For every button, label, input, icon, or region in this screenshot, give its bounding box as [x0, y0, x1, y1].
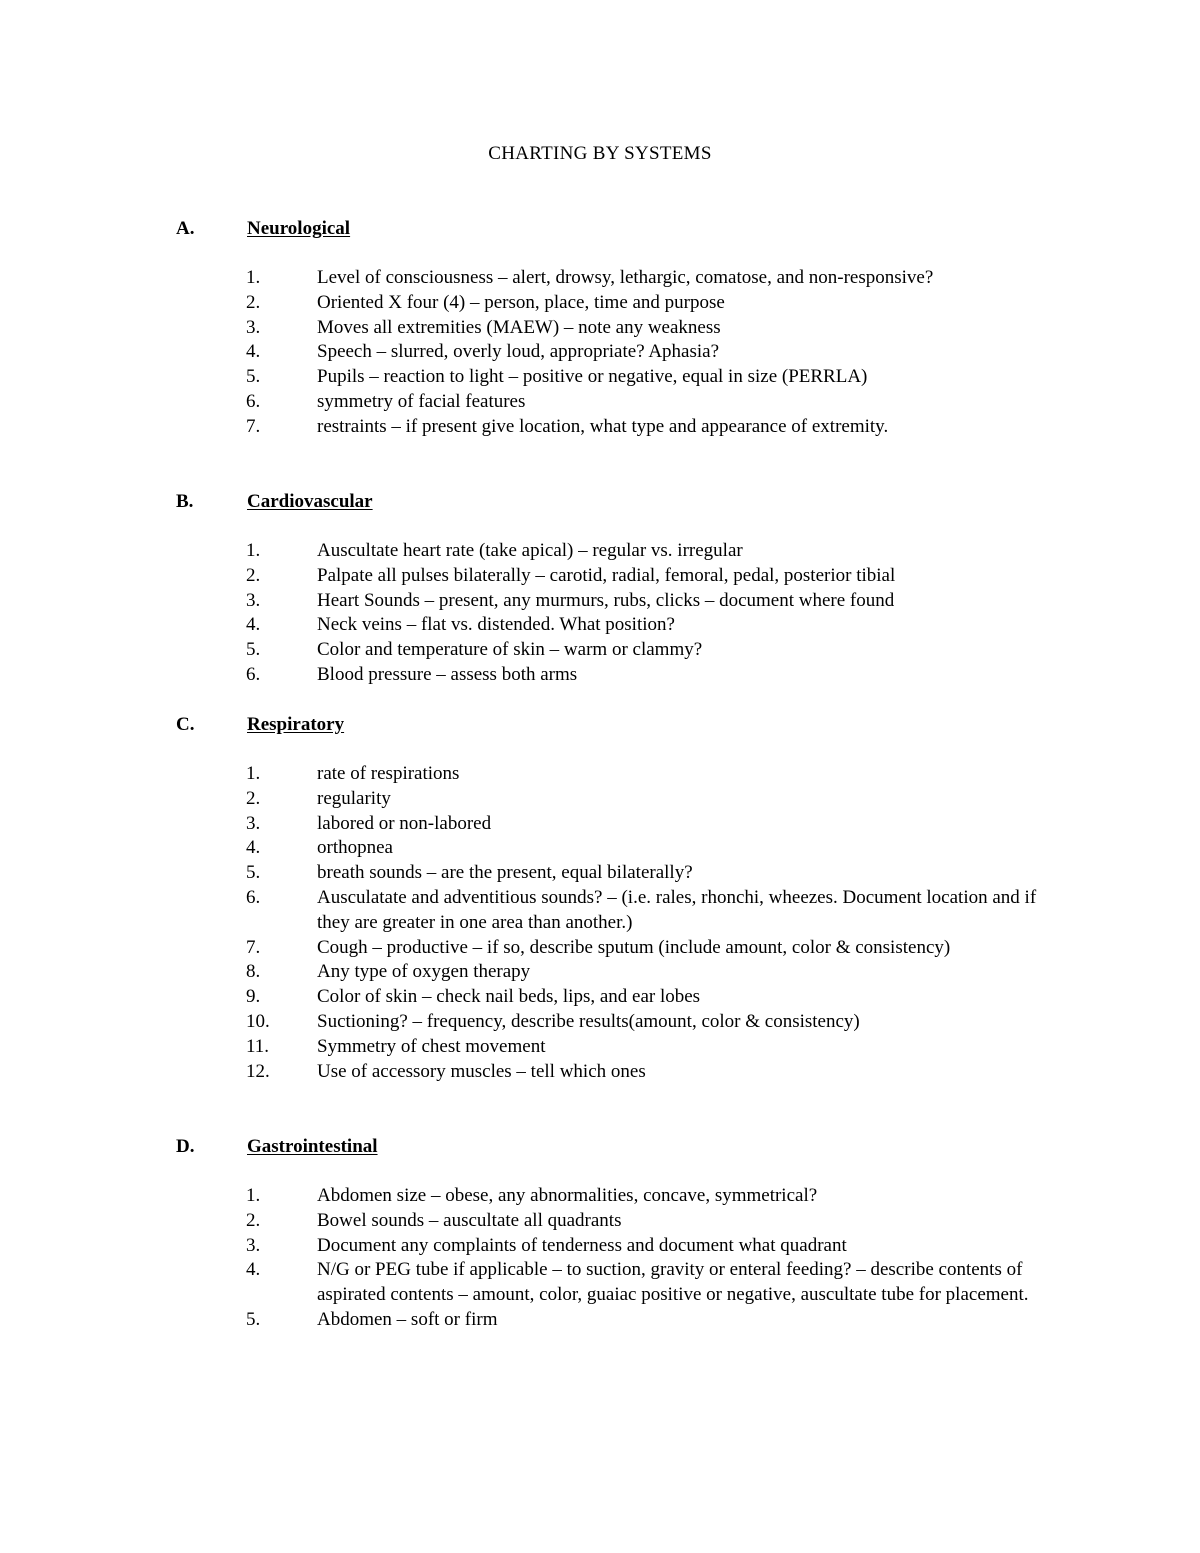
- list-item: [0, 390, 1200, 415]
- list-item: [0, 1234, 1200, 1259]
- list-item: [0, 812, 1200, 837]
- list-item: [0, 415, 1200, 440]
- list-item: [0, 787, 1200, 812]
- section-letter: A.: [176, 218, 195, 239]
- section-letter: B.: [176, 491, 194, 512]
- section-title: Respiratory: [247, 714, 345, 735]
- item-number: 4.: [246, 837, 261, 859]
- list-item: [0, 762, 1200, 787]
- list-item: [0, 1060, 1200, 1085]
- item-text: Abdomen size – obese, any abnormalities, concave, symmetrical?: [317, 1185, 818, 1206]
- list-item: [0, 266, 1200, 291]
- item-number: 3.: [246, 316, 261, 338]
- item-text: regularity: [317, 787, 391, 809]
- list-item: [0, 564, 1200, 589]
- item-text: Color and temperature of skin – warm or clammy?: [317, 639, 703, 661]
- list-item: [0, 1184, 1200, 1209]
- item-text: Neck veins – flat vs. distended. What position?: [317, 614, 675, 636]
- item-number: 2.: [246, 564, 261, 586]
- item-text: Suctioning? – frequency, describe results(amount, color & consistency): [317, 1010, 860, 1032]
- item-number: 1.: [246, 540, 261, 561]
- section-heading: [0, 490, 1200, 514]
- item-number: 10.: [246, 1010, 270, 1032]
- list-item: [0, 1010, 1200, 1035]
- item-number: 1.: [246, 267, 261, 288]
- item-number: 7.: [246, 936, 261, 958]
- list-item: [0, 539, 1200, 564]
- item-text: Palpate all pulses bilaterally – carotid, radial, femoral, pedal, posterior tibial: [317, 564, 896, 586]
- list-item: [0, 340, 1200, 365]
- item-text: N/G or PEG tube if applicable – to suction, gravity or enteral feeding? – describe contents of aspirated contents – amount, color, guaiac positive or negative, auscultate tube for placement.: [317, 1259, 1029, 1306]
- item-number: 3.: [246, 1234, 261, 1256]
- item-number: 6.: [246, 886, 261, 908]
- list-item: [0, 613, 1200, 638]
- item-text: Level of consciousness – alert, drowsy, lethargic, comatose, and non-responsive?: [317, 267, 934, 288]
- list-item: [0, 886, 1200, 936]
- list-item: [0, 985, 1200, 1010]
- item-number: 8.: [246, 961, 261, 983]
- item-text: breath sounds – are the present, equal bilaterally?: [317, 862, 693, 884]
- item-number: 9.: [246, 986, 261, 1008]
- list-item: [0, 1035, 1200, 1060]
- item-number: 11.: [246, 1035, 270, 1057]
- section-letter: D.: [176, 1136, 195, 1157]
- list-item: [0, 316, 1200, 341]
- item-text: restraints – if present give location, what type and appearance of extremity.: [317, 415, 889, 437]
- item-list: [0, 762, 1200, 1084]
- section-heading: [0, 713, 1200, 737]
- list-item: [0, 836, 1200, 861]
- item-text: Abdomen – soft or firm: [317, 1308, 498, 1330]
- list-item: [0, 663, 1200, 688]
- item-text: symmetry of facial features: [317, 390, 526, 412]
- section-letter: C.: [176, 714, 195, 735]
- section-heading: [0, 1135, 1200, 1159]
- section-title: Gastrointestinal: [247, 1136, 378, 1157]
- section-title: Cardiovascular: [247, 491, 373, 512]
- item-number: 3.: [246, 812, 261, 834]
- section-respiratory: [0, 713, 1200, 1084]
- section-neurological: [0, 217, 1200, 440]
- list-item: [0, 1258, 1200, 1308]
- item-number: 2.: [246, 787, 261, 809]
- item-text: Any type of oxygen therapy: [317, 961, 531, 983]
- item-text: rate of respirations: [317, 763, 460, 784]
- section-heading: [0, 217, 1200, 241]
- item-text: Use of accessory muscles – tell which ones: [317, 1060, 646, 1082]
- item-text: labored or non-labored: [317, 812, 492, 834]
- item-text: Oriented X four (4) – person, place, time and purpose: [317, 291, 725, 313]
- item-text: Heart Sounds – present, any murmurs, rubs, clicks – document where found: [317, 589, 895, 611]
- page-title: CHARTING BY SYSTEMS: [488, 143, 712, 164]
- item-number: 4.: [246, 1259, 261, 1281]
- list-item: [0, 1308, 1200, 1333]
- item-number: 6.: [246, 390, 261, 412]
- item-number: 12.: [246, 1060, 270, 1082]
- item-number: 1.: [246, 1185, 261, 1206]
- section-title: Neurological: [247, 218, 351, 239]
- item-number: 5.: [246, 366, 261, 388]
- list-item: [0, 589, 1200, 614]
- item-text: Cough – productive – if so, describe sputum (include amount, color & consistency): [317, 936, 951, 958]
- item-number: 6.: [246, 663, 261, 685]
- item-text: Blood pressure – assess both arms: [317, 663, 578, 685]
- item-text: orthopnea: [317, 837, 393, 859]
- item-text: Ausculatate and adventitious sounds? – (i.e. rales, rhonchi, wheezes. Document location and if they are greater in one area than another.): [317, 886, 1037, 933]
- item-number: 3.: [246, 589, 261, 611]
- section-cardiovascular: [0, 490, 1200, 688]
- item-number: 4.: [246, 341, 261, 363]
- item-number: 5.: [246, 1308, 261, 1330]
- item-text: Auscultate heart rate (take apical) – regular vs. irregular: [317, 540, 743, 561]
- list-item: [0, 960, 1200, 985]
- item-text: Color of skin – check nail beds, lips, and ear lobes: [317, 986, 701, 1008]
- list-item: [0, 638, 1200, 663]
- item-text: Pupils – reaction to light – positive or negative, equal in size (PERRLA): [317, 366, 868, 388]
- list-item: [0, 365, 1200, 390]
- list-item: [0, 1209, 1200, 1234]
- item-number: 7.: [246, 415, 261, 437]
- list-item: [0, 291, 1200, 316]
- item-number: 5.: [246, 639, 261, 661]
- item-number: 5.: [246, 862, 261, 884]
- item-text: Symmetry of chest movement: [317, 1035, 546, 1057]
- item-list: [0, 266, 1200, 440]
- list-item: [0, 861, 1200, 886]
- item-text: Speech – slurred, overly loud, appropriate? Aphasia?: [317, 341, 720, 363]
- list-item: [0, 936, 1200, 961]
- item-text: Bowel sounds – auscultate all quadrants: [317, 1209, 622, 1231]
- item-number: 2.: [246, 1209, 261, 1231]
- item-number: 2.: [246, 291, 261, 313]
- item-text: Document any complaints of tenderness and document what quadrant: [317, 1234, 847, 1256]
- item-number: 4.: [246, 614, 261, 636]
- item-text: Moves all extremities (MAEW) – note any weakness: [317, 316, 721, 338]
- section-gastrointestinal: [0, 1135, 1200, 1333]
- item-number: 1.: [246, 763, 261, 784]
- item-list: [0, 1184, 1200, 1333]
- item-list: [0, 539, 1200, 688]
